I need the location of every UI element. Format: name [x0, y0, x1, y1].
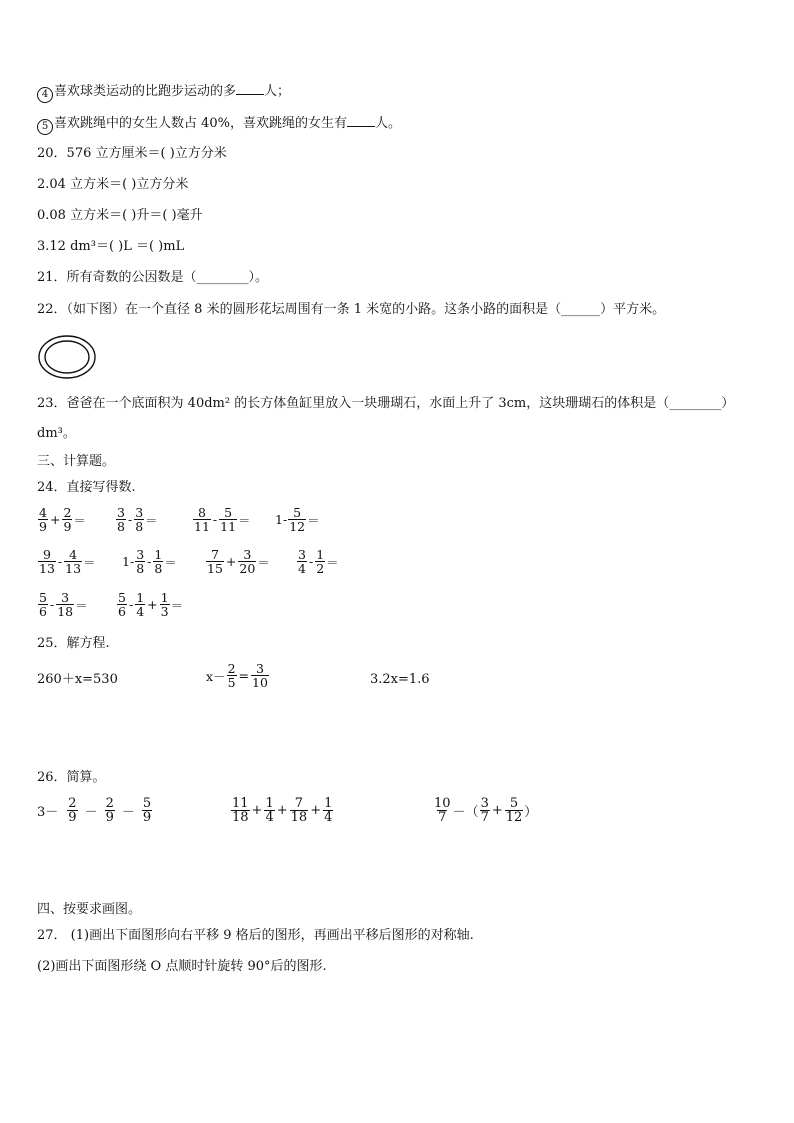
- fraction: [62, 506, 72, 533]
- q26-expr-2: [230, 797, 334, 824]
- denominator: 4: [298, 561, 306, 576]
- denominator: 10: [252, 675, 268, 690]
- numerator: 1: [265, 796, 274, 811]
- operator: +: [491, 803, 503, 818]
- fraction: [433, 797, 452, 824]
- denominator: 9: [68, 810, 77, 825]
- operator: ）: [524, 805, 538, 820]
- fraction: [264, 797, 274, 824]
- operator: ＝: [257, 554, 270, 570]
- q20-line3: 0.08 立方米＝( )升＝( )毫升: [37, 208, 203, 223]
- fraction: [227, 662, 237, 689]
- fraction: [56, 591, 74, 618]
- denominator: 11: [194, 519, 210, 534]
- q22: 22．（如下图）在一个直径 8 米的圆形花坛周围有一条 1 米宽的小路。这条小路的面积是（______）平方米。: [37, 302, 666, 317]
- denominator: 15: [207, 561, 223, 576]
- q24-expr-2: [115, 506, 158, 533]
- fraction: [290, 797, 309, 824]
- q24-title: 24．直接写得数.: [37, 480, 136, 495]
- numerator: 3: [135, 505, 144, 520]
- numerator: 2: [63, 505, 72, 520]
- fraction: [251, 662, 269, 689]
- q24-expr-9: [37, 591, 88, 618]
- denominator: 20: [239, 561, 256, 576]
- answer-blank[interactable]: [236, 82, 264, 95]
- operator: -: [57, 554, 63, 569]
- numerator: 1: [324, 796, 333, 811]
- numerator: 4: [39, 505, 47, 520]
- q24-expr-1: [37, 506, 86, 533]
- numerator: 3: [243, 547, 252, 562]
- circled-number: 4: [37, 87, 53, 103]
- operator: -: [212, 512, 218, 527]
- q23-line2: dm³。: [37, 426, 76, 441]
- q19-item5: 5 喜欢跳绳中的女生人数占 40%，喜欢跳绳的女生有 人。: [37, 114, 401, 135]
- operator: －: [121, 805, 135, 820]
- denominator: 5: [227, 675, 236, 690]
- operator: ＝: [75, 597, 88, 613]
- numerator: 1: [316, 547, 325, 562]
- operator: 1-: [122, 554, 135, 569]
- fraction: [38, 506, 48, 533]
- q23-line1: 23．爸爸在一个底面积为 40dm² 的长方体鱼缸里放入一块珊瑚石，水面上升了 3cm，这块珊瑚石的体积是（________）: [37, 396, 735, 411]
- numerator: 3: [298, 547, 306, 562]
- numerator: 2: [105, 796, 114, 811]
- q19-item4: 4 喜欢球类运动的比跑步运动的多 人；: [37, 82, 290, 103]
- fraction: [134, 506, 144, 533]
- numerator: 5: [293, 505, 302, 520]
- q21: 21．所有奇数的公因数是（________）。: [37, 270, 269, 285]
- denominator: 6: [118, 604, 126, 619]
- fraction: [117, 591, 127, 618]
- fraction: [64, 548, 82, 575]
- numerator: 5: [39, 590, 47, 605]
- denominator: 8: [117, 519, 125, 534]
- operator: －: [84, 805, 98, 820]
- operator: =: [238, 668, 249, 683]
- numerator: 5: [509, 796, 519, 811]
- numerator: 3: [61, 590, 70, 605]
- denominator: 4: [324, 810, 333, 825]
- numerator: 7: [294, 796, 304, 811]
- fraction: [160, 591, 170, 618]
- denominator: 7: [480, 810, 489, 825]
- numerator: 1: [160, 590, 169, 605]
- operator: +: [276, 803, 288, 818]
- numerator: 7: [210, 547, 219, 562]
- fraction: [116, 506, 126, 533]
- circled-number: 5: [37, 119, 53, 135]
- fraction: [193, 506, 211, 533]
- denominator: 3: [160, 604, 169, 619]
- q25-title: 25．解方程.: [37, 636, 110, 651]
- denominator: 4: [265, 810, 274, 825]
- numerator: 1: [154, 547, 163, 562]
- fraction: [105, 797, 115, 824]
- denominator: 8: [136, 561, 145, 576]
- operator: －（: [452, 805, 479, 820]
- answer-blank[interactable]: [347, 114, 375, 127]
- denominator: 13: [65, 561, 82, 576]
- denominator: 11: [220, 519, 237, 534]
- numerator: 9: [42, 547, 51, 562]
- operator: ＝: [238, 512, 251, 528]
- numerator: 5: [142, 796, 152, 811]
- denominator: 18: [232, 810, 249, 825]
- q26-expr-3: [432, 797, 537, 824]
- numerator: 3: [480, 796, 489, 811]
- fraction: [238, 548, 256, 575]
- denominator: 7: [438, 810, 447, 825]
- numerator: 3: [255, 661, 264, 676]
- fraction: [38, 591, 48, 618]
- denominator: 9: [63, 519, 72, 534]
- fraction: [219, 506, 237, 533]
- numerator: 11: [232, 796, 249, 811]
- denominator: 18: [290, 810, 308, 825]
- operator: ＝: [326, 554, 339, 570]
- denominator: 9: [39, 519, 47, 534]
- numerator: 4: [69, 547, 78, 562]
- denominator: 8: [154, 561, 163, 576]
- fraction: [505, 797, 524, 824]
- operator: ＝: [307, 512, 320, 528]
- q26-title: 26．简算。: [37, 770, 106, 785]
- section-title-drawing: 四、按要求画图。: [37, 902, 142, 917]
- q24-expr-3: [192, 506, 251, 533]
- operator: ＝: [73, 512, 86, 528]
- operator: +: [225, 554, 237, 569]
- q26-expr-1: [37, 797, 153, 824]
- q24-expr-5: [37, 548, 96, 575]
- q27-line2: (2)画出下面图形绕 O 点顺时针旋转 90°后的图形.: [37, 959, 327, 974]
- numerator: 3: [117, 505, 125, 520]
- operator: +: [310, 803, 322, 818]
- q20-line2: 2.04 立方米＝( )立方分米: [37, 177, 189, 192]
- operator: -: [308, 554, 314, 569]
- q24-expr-10: [116, 591, 183, 618]
- numerator: 3: [136, 547, 145, 562]
- numerator: 2: [227, 661, 236, 676]
- operator: +: [251, 803, 263, 818]
- operator: -: [128, 597, 134, 612]
- q24-expr-4: [275, 506, 320, 533]
- fraction: [297, 548, 307, 575]
- operator: ＝: [164, 554, 177, 570]
- q24-expr-6: [122, 548, 177, 575]
- fraction: [135, 548, 145, 575]
- fraction: [38, 548, 56, 575]
- fraction: [231, 797, 250, 824]
- denominator: 13: [39, 561, 55, 576]
- operator: x－: [206, 668, 226, 684]
- operator: +: [49, 512, 61, 527]
- flowerbed-rings-figure: [38, 334, 98, 382]
- numerator: 5: [224, 505, 233, 520]
- denominator: 9: [105, 810, 114, 825]
- denominator: 12: [505, 810, 523, 825]
- fraction: [480, 797, 490, 824]
- operator: 1-: [275, 512, 288, 527]
- fraction: [206, 548, 224, 575]
- denominator: 4: [136, 604, 145, 619]
- fraction: [153, 548, 163, 575]
- fraction: [288, 506, 306, 533]
- denominator: 18: [57, 604, 74, 619]
- q24-expr-7: [205, 548, 270, 575]
- fraction: [315, 548, 325, 575]
- operator: 3－: [37, 805, 59, 820]
- section-title-calc: 三、计算题。: [37, 454, 116, 469]
- q20-line4: 3.12 dm³＝( )L ＝( )mL: [37, 239, 185, 254]
- numerator: 10: [434, 796, 451, 811]
- numerator: 5: [118, 590, 126, 605]
- operator: -: [49, 597, 55, 612]
- operator: -: [127, 512, 133, 527]
- operator: ＝: [145, 512, 158, 528]
- operator: -: [147, 554, 152, 569]
- numerator: 8: [197, 505, 206, 520]
- q27-line1: 27． (1)画出下面图形向右平移 9 格后的图形，再画出平移后图形的对称轴.: [37, 928, 474, 943]
- denominator: 8: [135, 519, 144, 534]
- q25-eq2: [206, 662, 270, 689]
- operator: ＝: [83, 554, 96, 570]
- denominator: 9: [142, 810, 152, 825]
- numerator: 1: [136, 590, 145, 605]
- numerator: 2: [68, 796, 77, 811]
- q25-eq3: 3.2x=1.6: [370, 672, 430, 687]
- operator: +: [147, 597, 158, 612]
- denominator: 2: [316, 561, 325, 576]
- fraction: [67, 797, 77, 824]
- fraction: [142, 797, 152, 824]
- operator: ＝: [170, 597, 184, 613]
- q25-eq1: 260＋x=530: [37, 672, 118, 687]
- q20-line1: 20．576 立方厘米＝( )立方分米: [37, 146, 227, 161]
- fraction: [323, 797, 333, 824]
- denominator: 6: [39, 604, 47, 619]
- fraction: [135, 591, 145, 618]
- q24-expr-8: [296, 548, 339, 575]
- denominator: 12: [289, 519, 306, 534]
